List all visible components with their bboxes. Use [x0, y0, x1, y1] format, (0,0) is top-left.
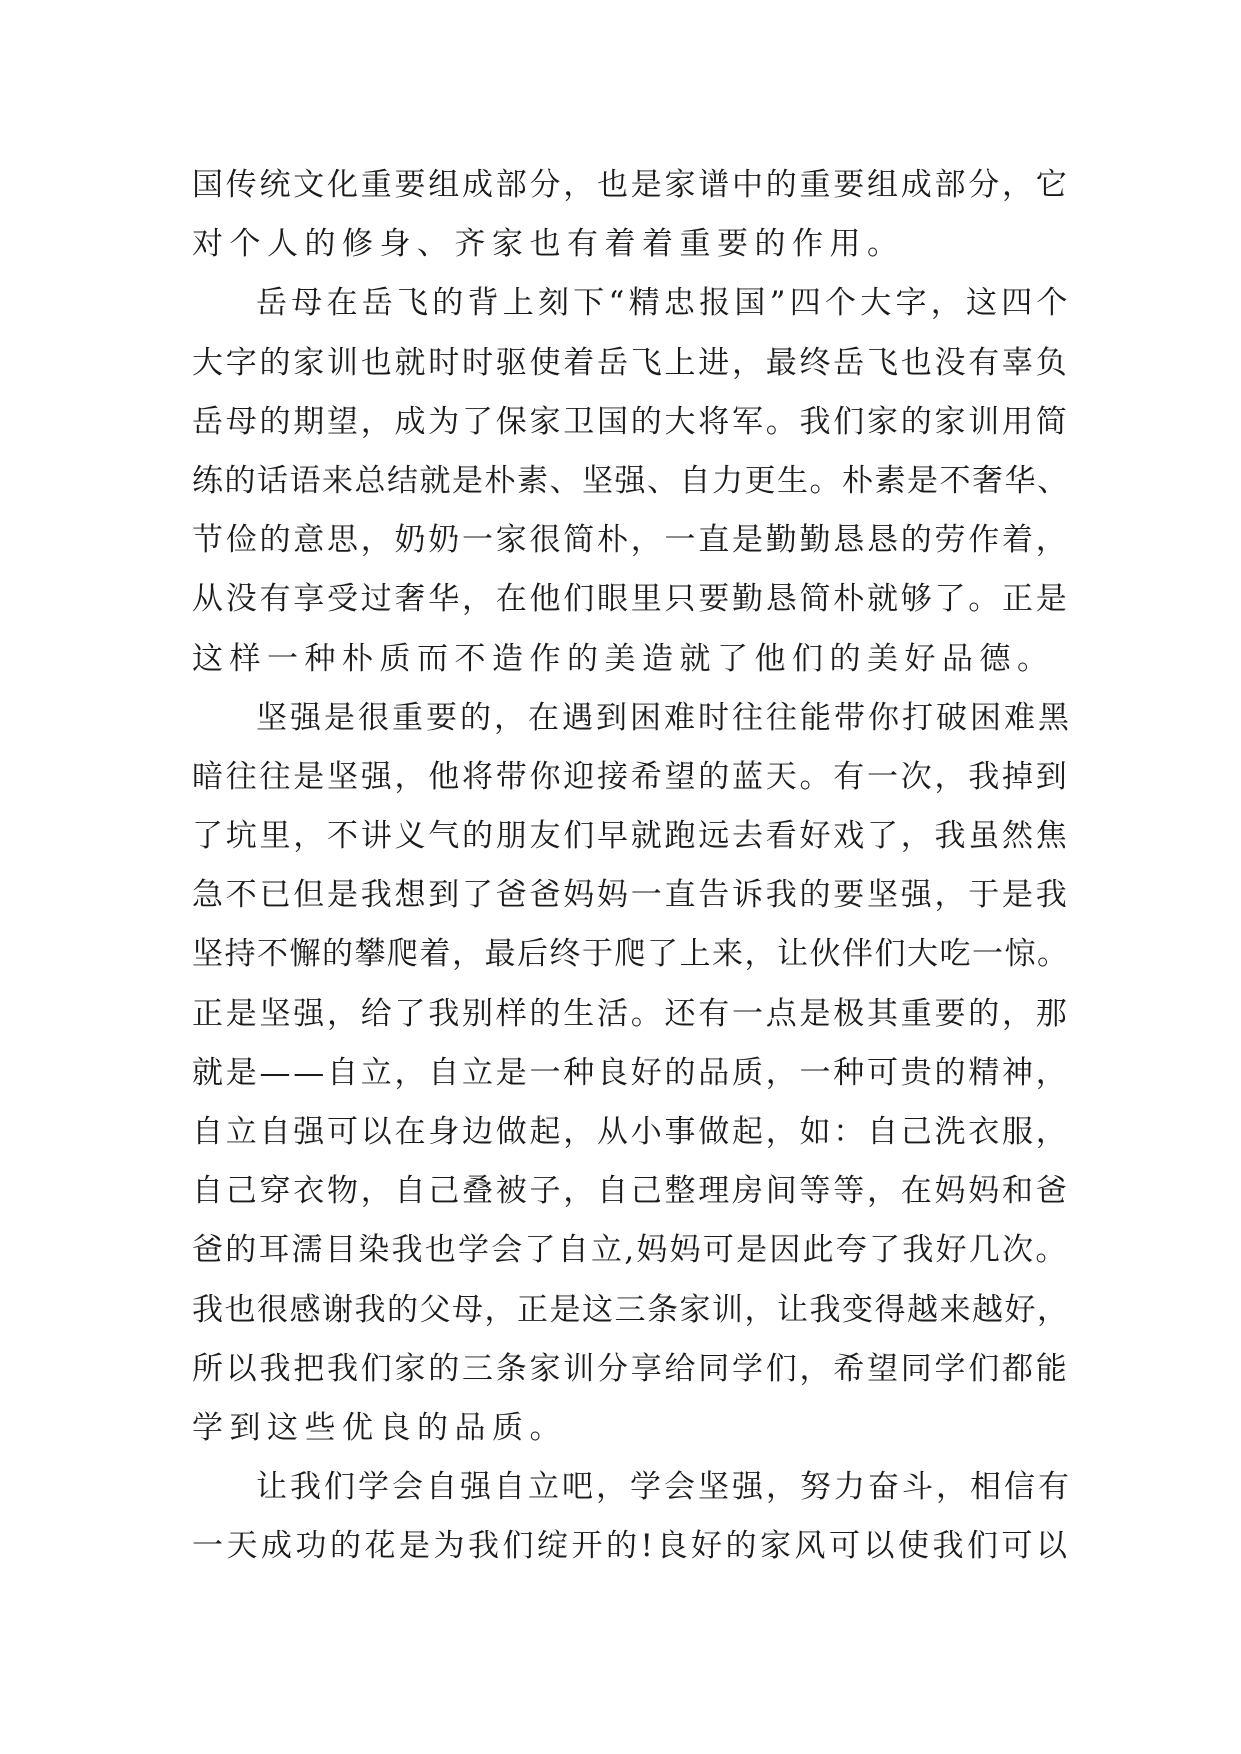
text-line: 急不已但是我想到了爸爸妈妈一直告诉我的要坚强，于是我 — [192, 877, 1070, 914]
text-line: 岳母的期望，成为了保家卫国的大将军。我们家的家训用简 — [192, 403, 1070, 440]
text-line: 练的话语来总结就是朴素、坚强、自力更生。朴素是不奢华、 — [192, 462, 1070, 499]
text-line: 所以我把我们家的三条家训分享给同学们，希望同学们都能 — [192, 1350, 1070, 1387]
text-line: 学到这些优良的品质。 — [192, 1409, 567, 1446]
text-line: 暗往往是坚强，他将带你迎接希望的蓝天。有一次，我掉到 — [192, 758, 1070, 795]
text-line: 正是坚强，给了我别样的生活。还有一点是极其重要的，那 — [192, 995, 1070, 1032]
text-line: 国传统文化重要组成部分，也是家谱中的重要组成部分，它 — [192, 167, 1070, 203]
text-line: 坚持不懈的攀爬着，最后终于爬了上来，让伙伴们大吃一惊。 — [192, 936, 1070, 973]
text-line: 我也很感谢我的父母，正是这三条家训，让我变得越来越好， — [192, 1291, 1070, 1328]
paragraph-start-line: 岳母在岳飞的背上刻下“精忠报国”四个大字，这四个 — [256, 285, 1072, 322]
text-line: 爸的耳濡目染我也学会了自立,妈妈可是因此夸了我好几次。 — [192, 1232, 1069, 1269]
text-line: 节俭的意思，奶奶一家很简朴，一直是勤勤恳恳的劳作着， — [192, 522, 1070, 559]
text-line: 自己穿衣物，自己叠被子，自己整理房间等等，在妈妈和爸 — [192, 1173, 1070, 1210]
paragraph-start-line: 让我们学会自强自立吧，学会坚强，努力奋斗，相信有 — [256, 1469, 1072, 1506]
text-line: 了坑里，不讲义气的朋友们早就跑远去看好戏了，我虽然焦 — [192, 818, 1070, 855]
paragraph-start-line: 坚强是很重要的，在遇到困难时往往能带你打破困难黑 — [256, 699, 1072, 736]
text-line: 对个人的修身、齐家也有着着重要的作用。 — [192, 226, 905, 263]
document-body — [192, 156, 1072, 1577]
text-line: 这样一种朴质而不造作的美造就了他们的美好品德。 — [192, 640, 1055, 677]
text-line: 自立自强可以在身边做起，从小事做起，如：自己洗衣服， — [192, 1114, 1070, 1150]
text-line: 一天成功的花是为我们绽开的!良好的家风可以使我们可以 — [192, 1528, 1071, 1565]
text-line: 就是——自立，自立是一种良好的品质，一种可贵的精神， — [192, 1054, 1070, 1091]
text-line: 从没有享受过奢华，在他们眼里只要勤恳简朴就够了。正是 — [192, 581, 1070, 618]
text-line: 大字的家训也就时时驱使着岳飞上进，最终岳飞也没有辜负 — [192, 344, 1070, 381]
